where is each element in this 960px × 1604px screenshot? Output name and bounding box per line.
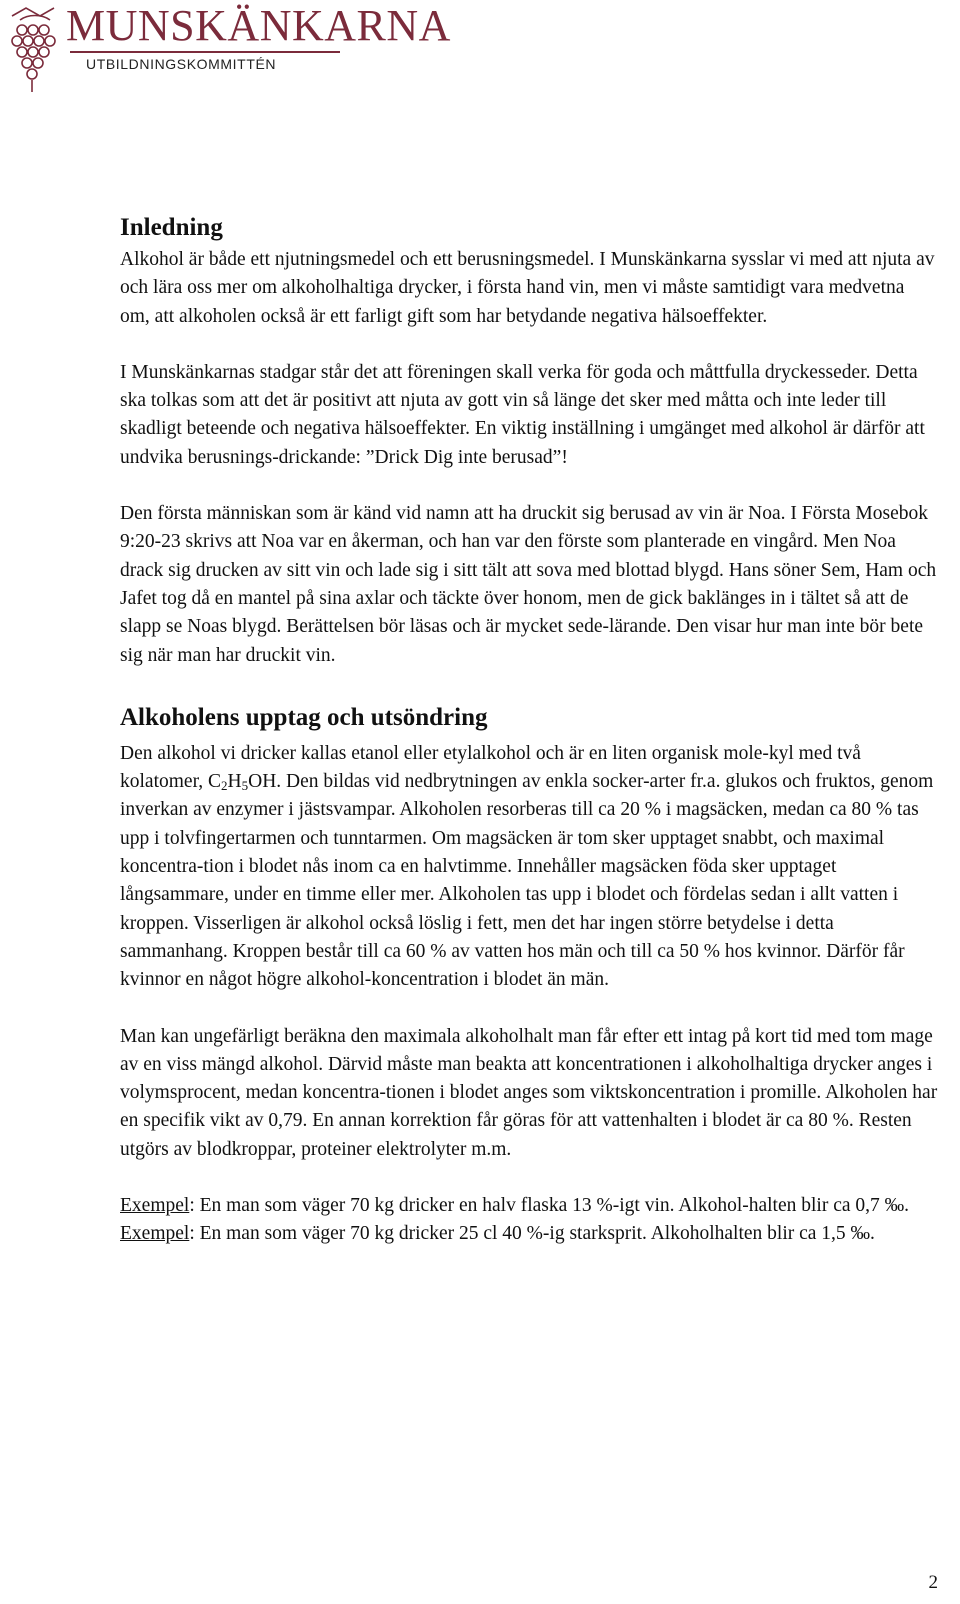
heading-alkoholens-upptag: Alkoholens upptag och utsöndring — [120, 703, 488, 731]
logo-name: MUNSKÄNKARNA — [66, 1, 451, 50]
intro-paragraph-2: I Munskänkarnas stadgar står det att föreningen skall verka för goda och måttfulla dryckesseder. Detta ska tolkas som att det är positivt att njuta av gott vin så länge det sker med måtta och inte leder till skadligt beteende och negativa hälsoeffekter. En viktig inställning i umgänget med alkohol är därför att undvika berusnings-drickande: ”Drick Dig inte berusad”! — [120, 361, 925, 468]
grape-emblem-icon — [6, 4, 64, 96]
heading-inledning: Inledning — [120, 214, 223, 241]
document-body — [120, 210, 938, 1249]
logo-divider — [70, 51, 340, 53]
intro-paragraph-3: Den första människan som är känd vid namn att ha druckit sig berusad av vin är Noa. I Första Mosebok 9:20-23 skrivs att Noa var en åkerman, och han var den förste som planterade en vingård. Men Noa drack sig drucken av sitt vin och lade sig i sitt tält att sova med blottad blygd. Hans söner Sem, Ham och Jafet tog då en mantel på sina axlar och täckte över honom, men de gick baklänges in i tältet så att de slapp se Noas blygd. Berättelsen bör läsas och är mycket sede-lärande. Den visar hur man inte bör bete sig när man har druckit vin. — [120, 503, 937, 666]
example-label: Exempel — [120, 1223, 190, 1245]
section2-paragraph-2: Man kan ungefärligt beräkna den maximala alkoholhalt man får efter ett intag på kort tid med tom mage av en viss mängd alkohol. Därvid måste man beakta att koncentrationen i alkoholhaltiga drycker anges i volymsprocent, medan koncentra-tionen i blodet anges som viktskoncentration i promille. Alkoholen har en specifik vikt av 0,79. En annan korrektion får göras för att vattenhalten i blodet är ca 80 %. Resten utgörs av blodkroppar, proteiner elektrolyter m.m. — [120, 1025, 938, 1160]
page-number: 2 — [928, 1572, 938, 1593]
example-1: Exempel: En man som väger 70 kg dricker en halv flaska 13 %-igt vin. Alkohol-halten blir ca 0,7 ‰. — [120, 1195, 910, 1217]
logo — [6, 1, 451, 96]
example-2: Exempel: En man som väger 70 kg dricker 25 cl 40 %-ig starksprit. Alkoholhalten blir ca 1,5 ‰. — [120, 1223, 875, 1245]
example-label: Exempel — [120, 1195, 190, 1217]
intro-paragraph-1: Alkohol är både ett njutningsmedel och ett berusningsmedel. I Munskänkarna sysslar vi med att njuta av och lära oss mer om alkoholhaltiga drycker, i första hand vin, men vi måste samtidigt vara medvetna om, att alkoholen också är ett farligt gift som har betydande negativa hälsoeffekter. — [120, 249, 935, 327]
logo-subtitle: UTBILDNINGSKOMMITTÉN — [86, 56, 277, 72]
section2-paragraph-1: Den alkohol vi dricker kallas etanol eller etylalkohol och är en liten organisk mole-kyl med två kolatomer, $C_2H_5OH$. Den bildas vid nedbrytningen av enkla socker-arter fr.a. glukos och fruktos, genom inverkan av enzymer i jästsvampar. Alkoholen resorberas till ca 20 % i magsäcken, medan ca 80 % tas upp i tolvfingertarmen och tunntarmen. Om magsäcken är tom sker upptaget snabbt, och maximal koncentra-tion i blodet nås inom ca en halvtimme. Innehåller magsäcken föda sker upptaget långsammare, under en timme eller mer. Alkoholen tas upp i blodet och fördelas sedan i allt vatten i kroppen. Visserligen är alkohol också löslig i fett, men det har ingen större betydelse i detta sammanhang. Kroppen består till ca 60 % av vatten hos män och till ca 50 % hos kvinnor. Därför får kvinnor en något högre alkohol-koncentration i blodet än män. — [120, 742, 934, 991]
